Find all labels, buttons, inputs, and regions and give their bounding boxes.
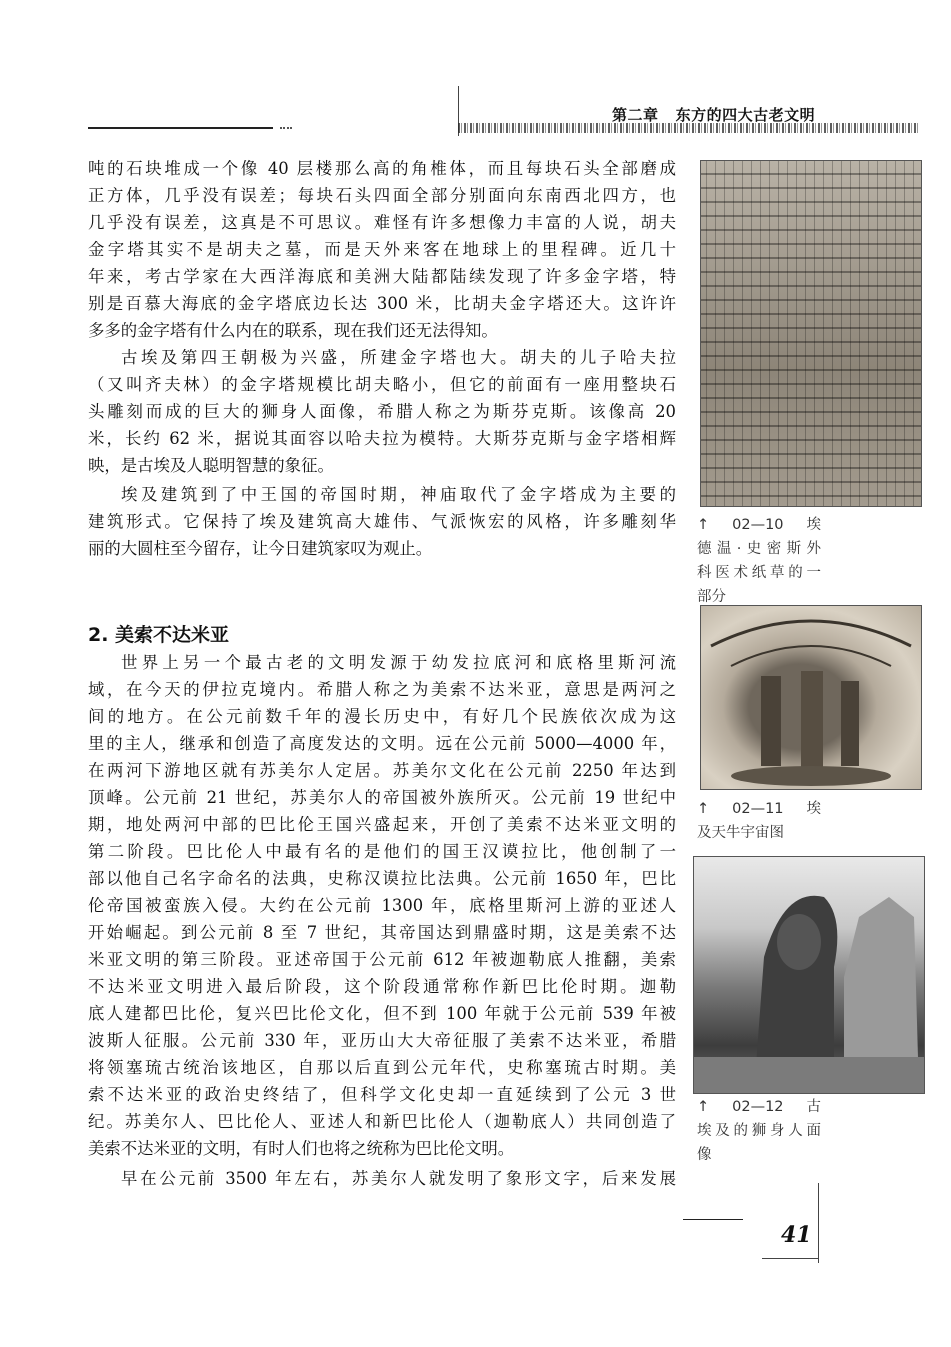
text-line: 米，长约 62 米，据说其面容以哈夫拉为模特。大斯芬克斯与金字塔相辉 [88,429,676,448]
caption-line: 德温·史密斯外 [697,541,821,557]
text-line: （又叫齐夫林）的金字塔规模比胡夫略小，但它的前面有一座用整块石 [88,375,676,394]
text-line: 期，地处两河中部的巴比伦王国兴盛起来，开创了美索不达米亚文明的 [88,815,676,834]
caption-line: 像 [697,1147,712,1163]
text-line: 映，是古埃及人聪明智慧的象征。 [88,456,334,475]
page-number: 41 [781,1222,812,1248]
text-line: 波斯人征服。公元前 330 年，亚历山大大帝征服了美索不达米亚，希腊 [88,1031,676,1050]
text-line: 域，在今天的伊拉克境内。希腊人称之为美索不达米亚，意思是两河之 [88,680,676,699]
caption-line: ↑ 02—10 埃 [697,517,821,533]
caption-line: 科医术纸草的一 [697,565,821,581]
header-dots [280,127,292,131]
text-line: 多多的金字塔有什么内在的联系，现在我们还无法得知。 [88,321,498,340]
caption-line: ↑ 02—11 埃 [697,801,821,817]
footer-divider [818,1183,819,1263]
text-line: 早在公元前 3500 年左右，苏美尔人就发明了象形文字，后来发展 [121,1169,676,1188]
text-line: 吨的石块堆成一个像 40 层楼那么高的角椎体，而且每块石头全部磨成 [88,159,676,178]
paragraph-pyramid-mystery [88,155,676,344]
text-line: 开始崛起。到公元前 8 至 7 世纪，其帝国达到鼎盛时期，这是美索不达 [88,923,676,942]
chapter-title: 第二章 东方的四大古老文明 [612,106,816,124]
header-rule-left [88,127,273,129]
caption-line: 部分 [697,589,726,605]
footer-rule [683,1219,743,1220]
text-line: 里的主人，继承和创造了高度发达的文明。远在公元前 5000—4000 年， [88,734,676,753]
text-line: 几乎没有误差，这真是不可思议。难怪有许多想像力丰富的人说，胡夫 [88,213,676,232]
caption-line: 及天牛宇宙图 [697,825,784,841]
text-line: 不达米亚文明进入最后阶段，这个阶段通常称作新巴比伦时期。迦勒 [88,977,676,996]
text-line: 头雕刻而成的巨大的狮身人面像，希腊人称之为斯芬克斯。该像高 20 [88,402,676,421]
text-line: 间的地方。在公元前数千年的漫长历史中，有好几个民族依次成为这 [88,707,676,726]
text-line: 将领塞琉古统治该地区，自那以后直到公元年代，史称塞琉古时期。美 [88,1058,676,1077]
text-line: 伦帝国被蛮族入侵。大约在公元前 1300 年，底格里斯河上游的亚述人 [88,896,676,915]
text-line: 米亚文明的第三阶段。亚述帝国于公元前 612 年被迦勒底人推翻，美索 [88,950,676,969]
sphinx-drawing [694,857,924,1093]
text-line: 别是百慕大海底的金字塔底边长达 300 米，比胡夫金字塔还大。这许许 [88,294,676,313]
paragraph-mesopotamia [88,649,676,1162]
text-line: 在两河下游地区就有苏美尔人定居。苏美尔文化在公元前 2250 年达到 [88,761,676,780]
text-line: 纪。苏美尔人、巴比伦人、亚述人和新巴比伦人（迦勒底人）共同创造了 [88,1112,676,1131]
sky-cow-cosmos-image [700,605,922,790]
text-line: 第二阶段。巴比伦人中最有名的是他们的国王汉谟拉比，他创制了一 [88,842,676,861]
text-line: 年来，考古学家在大西洋海底和美洲大陆都陆续发现了许多金字塔，特 [88,267,676,286]
text-line: 部以他自己名字命名的法典，史称汉谟拉比法典。公元前 1650 年，巴比 [88,869,676,888]
paragraph-fourth-dynasty [88,344,676,479]
text-line: 顶峰。公元前 21 世纪，苏美尔人的帝国被外族所灭。公元前 19 世纪中 [88,788,676,807]
figure-caption-02-11 [697,797,821,845]
text-line: 世界上另一个最古老的文明发源于幼发拉底河和底格里斯河流 [121,653,676,672]
text-line: 建筑形式。它保持了埃及建筑高大雄伟、气派恢宏的风格，许多雕刻华 [88,512,676,531]
caption-line: ↑ 02—12 古 [697,1099,821,1115]
text-line: 埃及建筑到了中王国的帝国时期，神庙取代了金字塔成为主要的 [121,485,676,504]
figure-caption-02-10 [697,513,821,609]
cosmos-drawing [701,606,921,789]
text-line: 金字塔其实不是胡夫之墓，而是天外来客在地球上的里程碑。近几十 [88,240,676,259]
text-line: 古埃及第四王朝极为兴盛，所建金字塔也大。胡夫的儿子哈夫拉 [121,348,676,367]
caption-line: 埃及的狮身人面 [697,1123,821,1139]
paragraph-cuneiform [88,1165,676,1192]
text-line: 正方体，几乎没有误差；每块石头四面全部分别面向东南西北四方，也 [88,186,676,205]
paragraph-middle-kingdom [88,481,676,562]
text-line: 美索不达米亚的文明，有时人们也将之统称为巴比伦文明。 [88,1139,515,1158]
text-line: 索不达米亚的政治史终结了，但科学文化史却一直延续到了公元 3 世 [88,1085,676,1104]
section-heading: 2. 美索不达米亚 [88,624,230,646]
figure-caption-02-12 [697,1095,821,1167]
text-line: 丽的大圆柱至今留存，让今日建筑家叹为观止。 [88,539,433,558]
sphinx-photo [693,856,925,1094]
papyrus-image [700,160,922,507]
text-line: 底人建都巴比伦，复兴巴比伦文化，但不到 100 年就于公元前 539 年被 [88,1004,676,1023]
footer-underline [762,1258,818,1259]
